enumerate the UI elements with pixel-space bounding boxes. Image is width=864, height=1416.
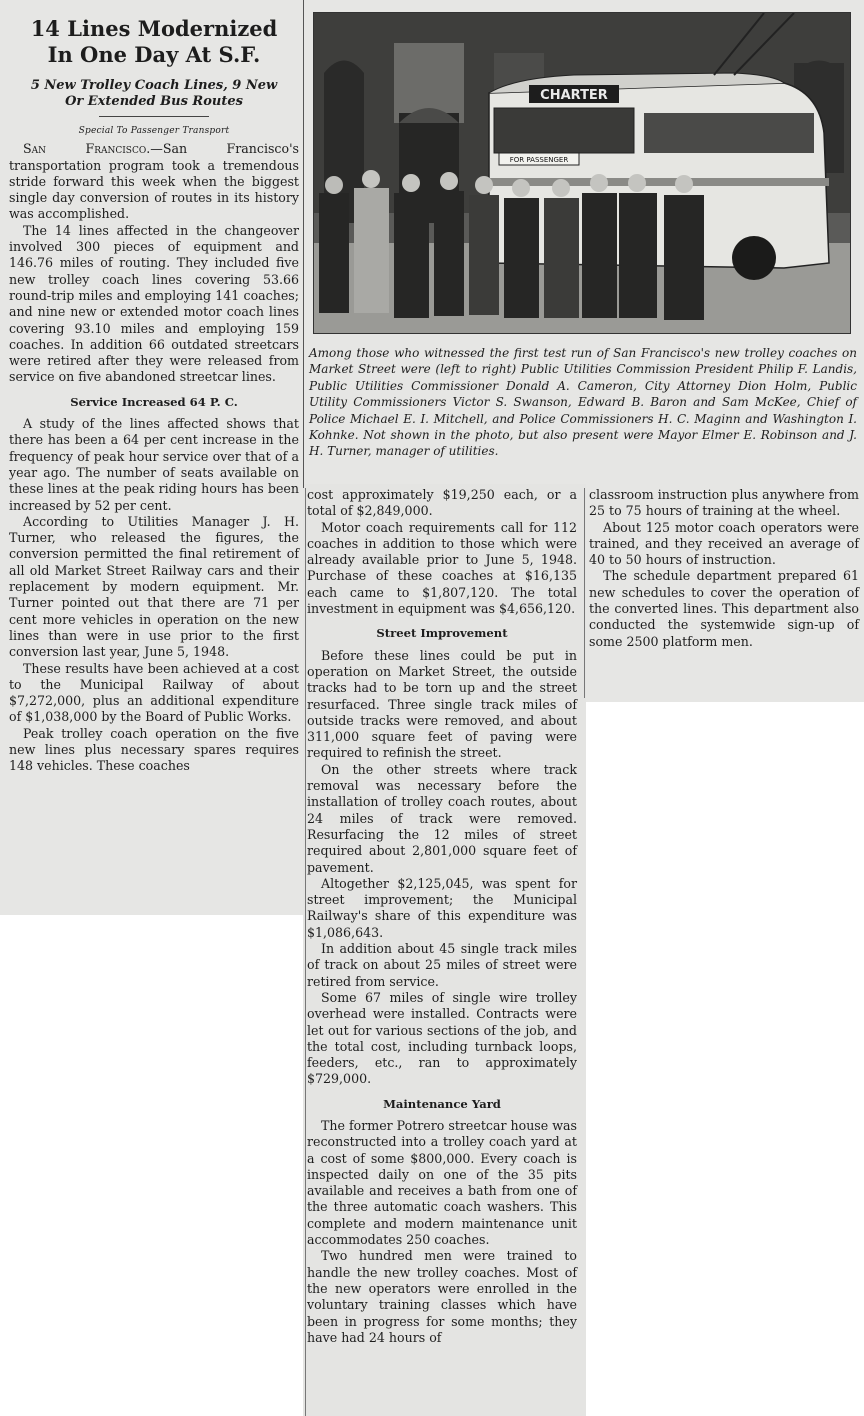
deck — [9, 78, 299, 110]
paragraph: In addition about 45 single track miles of track on about 25 miles of street were retired from service. — [307, 941, 577, 989]
photo-caption: Among those who witnessed the first test run of San Francisco's new trolley coaches on Market Street were (left to right) Public Utilities Commission President Philip F. Landis, Public Utilities Commissioner Donald A. Cameron, City Attorney Dion Holm, Public Utility Commissioners Victor S. Swanson, Edward B. Baron and Sam McKee, Chief of Police Michael E. I. Mitchell, and Police Commissioners H. C. Maginn and Washington I. Kohnke. Not shown in the photo, but also present were Mayor Elmer E. Robinson and J. H. Turner, manager of utilities. — [309, 346, 857, 459]
paragraph: A study of the lines affected shows that there has been a 64 per cent increase in the frequency of peak hour service over that of a year ago. The number of seats available on these lines at the peak riding hours has been increased by 52 per cent. — [9, 416, 299, 513]
headline — [9, 16, 299, 68]
paragraph: These results have been achieved at a cost to the Municipal Railway of about $7,272,000, plus an additional expenditure of $1,038,000 by the Board of Public Works. — [9, 660, 299, 725]
headline-line2: In One Day At S.F. — [47, 42, 261, 67]
paragraph: Motor coach requirements call for 112 coaches in addition to those which were already available prior to June 5, 1948. Purchase of these coaches at $16,135 each came to $1,807,120. The total investment in equipment was $4,656,120. — [307, 519, 577, 617]
article-column-2 — [307, 487, 577, 1346]
paragraph: Altogether $2,125,045, was spent for street improvement; the Municipal Railway's share of this expenditure was $1,086,643. — [307, 875, 577, 940]
deck-line1: 5 New Trolley Coach Lines, 9 New — [30, 78, 278, 93]
paragraph: Peak trolley coach operation on the five new lines plus necessary spares requires 148 vehicles. These coaches — [9, 725, 299, 774]
paragraph: Before these lines could be put in operation on Market Street, the outside tracks had to be torn up and the street resurfaced. Three single track miles of outside tracks were removed, and about 311,000 square feet of paving were required to refinish the street. — [307, 647, 577, 761]
dateline: San Francisco. — [23, 141, 151, 157]
column-rule — [303, 0, 304, 488]
paragraph: According to Utilities Manager J. H. Turner, who released the figures, the conversion permitted the final retirement of all old Market Street Railway cars and their replacement by modern equipment. Mr. Turner pointed out that there are 71 per cent more vehicles in operation on the new lines than were in use prior to the first conversion last year, June 5, 1948. — [9, 513, 299, 660]
byline: Special To Passenger Transport — [78, 126, 230, 136]
paragraph: The 14 lines affected in the changeover involved 300 pieces of equipment and 146.76 miles of routing. They included five new trolley coach lines covering 53.66 round-trip miles and employing 141 coaches; and nine new or extended motor coach lines covering 93.10 miles and employing 159 coaches. In addition 66 outdated streetcars were retired after they were released from service on five abandoned streetcar lines. — [9, 222, 299, 385]
photo-trolley-coach — [313, 12, 851, 334]
paragraph: Two hundred men were trained to handle the new trolley coaches. Most of the new operators were enrolled in the voluntary training classes which have been in progress for some months; they have had 24 hours of — [307, 1248, 577, 1345]
paragraph: Some 67 miles of single wire trolley overhead were installed. Contracts were let out for various sections of the job, and the total cost, including turnback loops, feeders, etc., ran to approximately $729,000. — [307, 989, 577, 1087]
paragraph: San Francisco.—San Francisco's transportation program took a tremendous stride forward this week when the biggest single day conversion of routes in its history was accomplished. — [9, 141, 299, 222]
deck-divider — [99, 116, 209, 117]
paragraph: classroom instruction plus anywhere from 25 to 75 hours of training at the wheel. — [589, 487, 859, 519]
paragraph: About 125 motor coach operators were trained, and they received an average of 40 to 50 hours of instruction. — [589, 519, 859, 568]
paragraph: On the other streets where track removal was necessary before the installation of trolley coach routes, about 24 miles of track were removed. Resurfacing the 12 miles of street required about 2,801,000 square feet of pavement. — [307, 761, 577, 875]
column-rule — [305, 488, 306, 1416]
paragraph: The schedule department prepared 61 new schedules to cover the operation of the converted lines. This department also conducted the systemwide sign-up of some 2500 platform men. — [589, 568, 859, 649]
paragraph: The former Potrero streetcar house was reconstructed into a trolley coach yard at a cost of some $800,000. Every coach is inspected daily on one of the 35 pits available and receives a bath from one of the three automatic coach washers. This complete and modern maintenance unit accommodates 250 coaches. — [307, 1117, 577, 1248]
article-column-1 — [9, 16, 299, 775]
headline-line1: 14 Lines Modernized — [30, 16, 278, 41]
subhead-maintenance-yard: Maintenance Yard — [383, 1096, 501, 1111]
subhead-service-increased: Service Increased 64 P. C. — [70, 394, 238, 409]
column-rule — [584, 488, 585, 698]
subhead-street-improvement: Street Improvement — [376, 626, 508, 641]
bus-destination-sign: CHARTER — [540, 88, 608, 103]
paragraph: cost approximately $19,250 each, or a total of $2,849,000. — [307, 487, 577, 519]
article-column-3 — [589, 487, 859, 650]
bus-front-sign: FOR PASSENGER — [509, 156, 569, 164]
deck-line2: Or Extended Bus Routes — [65, 94, 243, 109]
